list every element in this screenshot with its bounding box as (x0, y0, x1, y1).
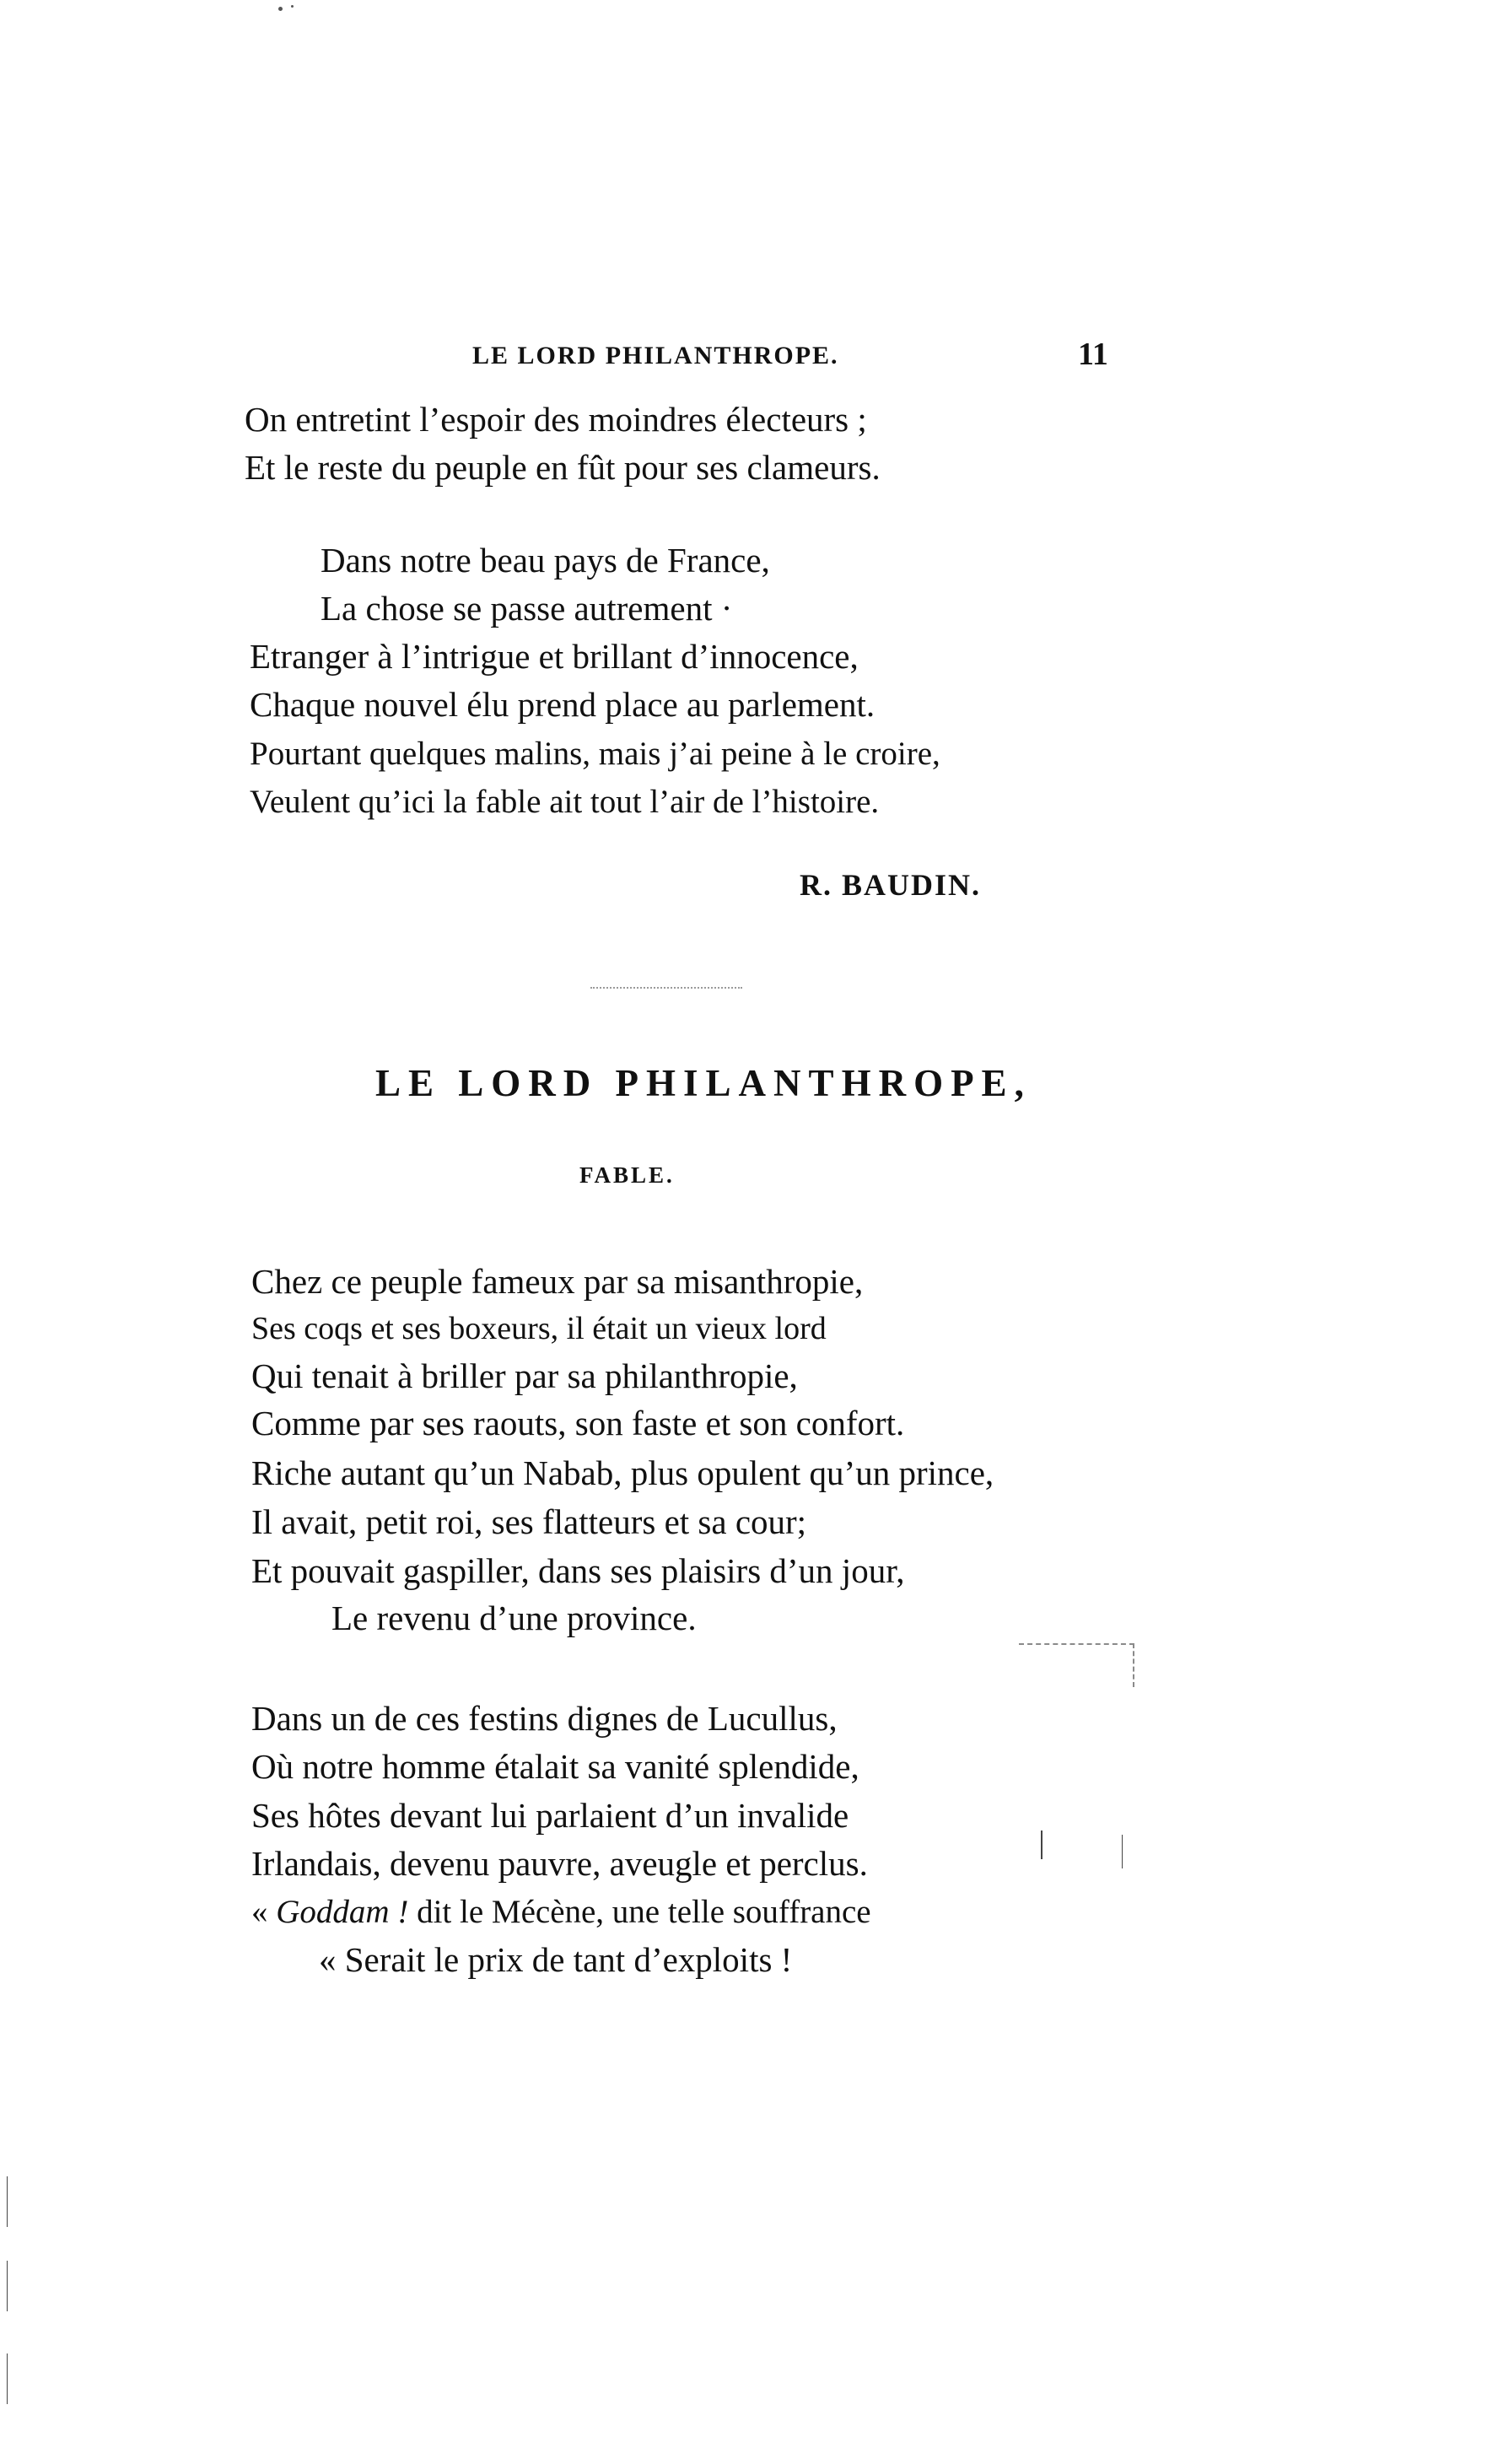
margin-mark (7, 2261, 8, 2311)
verse-line: Et le reste du peuple en fût pour ses clameurs. (245, 448, 881, 487)
verse-line: La chose se passe autrement · (321, 589, 733, 628)
verse-line: Chez ce peuple fameux par sa misanthropie, (251, 1262, 864, 1301)
margin-mark (1041, 1830, 1043, 1859)
quote-rest: dit le Mécène, une telle souffrance (417, 1894, 871, 1930)
verse-line: On entretint l’espoir des moindres électeurs ; (245, 400, 867, 439)
verse-line: Veulent qu’ici la fable ait tout l’air de l’histoire. (250, 784, 880, 820)
fable-subtitle: FABLE. (579, 1162, 675, 1188)
verse-line: Pourtant quelques malins, mais j’ai peine à le croire, (250, 736, 940, 772)
margin-mark (1122, 1835, 1123, 1868)
verse-line-quote (251, 1892, 871, 1933)
verse-line: Et pouvait gaspiller, dans ses plaisirs d’un jour, (251, 1551, 905, 1590)
section-separator (590, 987, 742, 989)
verse-line: Ses coqs et ses boxeurs, il était un vieux lord (251, 1311, 827, 1346)
quote-mark: « (251, 1894, 268, 1930)
margin-mark (7, 2176, 8, 2227)
fable-title: LE LORD PHILANTHROPE, (375, 1062, 1032, 1104)
verse-line: « Serait le prix de tant d’exploits ! (319, 1940, 793, 1979)
exclamation-italic: Goddam ! (276, 1894, 409, 1930)
verse-line: Riche autant qu’un Nabab, plus opulent qu’un prince, (251, 1453, 994, 1492)
margin-mark (7, 2353, 8, 2404)
ink-speck (291, 5, 294, 8)
author-signature: R. BAUDIN. (800, 868, 982, 902)
verse-line: Le revenu d’une province. (331, 1599, 697, 1637)
verse-line: Irlandais, devenu pauvre, aveugle et perclus. (251, 1844, 868, 1883)
verse-line: Comme par ses raouts, son faste et son confort. (251, 1404, 905, 1442)
page-number: 11 (1078, 337, 1108, 372)
ink-speck (278, 7, 283, 11)
verse-line: Chaque nouvel élu prend place au parlement. (250, 685, 875, 724)
verse-line: Dans un de ces festins dignes de Lucullus, (251, 1699, 838, 1738)
margin-bleed-mark (1019, 1643, 1134, 1687)
verse-line: Qui tenait à briller par sa philanthropie, (251, 1356, 798, 1395)
verse-line: Etranger à l’intrigue et brillant d’innocence, (250, 637, 859, 676)
verse-line: Où notre homme étalait sa vanité splendide, (251, 1747, 859, 1786)
verse-line: Ses hôtes devant lui parlaient d’un invalide (251, 1796, 849, 1835)
running-title: LE LORD PHILANTHROPE. (472, 342, 839, 369)
verse-line: Dans notre beau pays de France, (321, 541, 770, 580)
verse-line: Il avait, petit roi, ses flatteurs et sa cour; (251, 1502, 807, 1541)
